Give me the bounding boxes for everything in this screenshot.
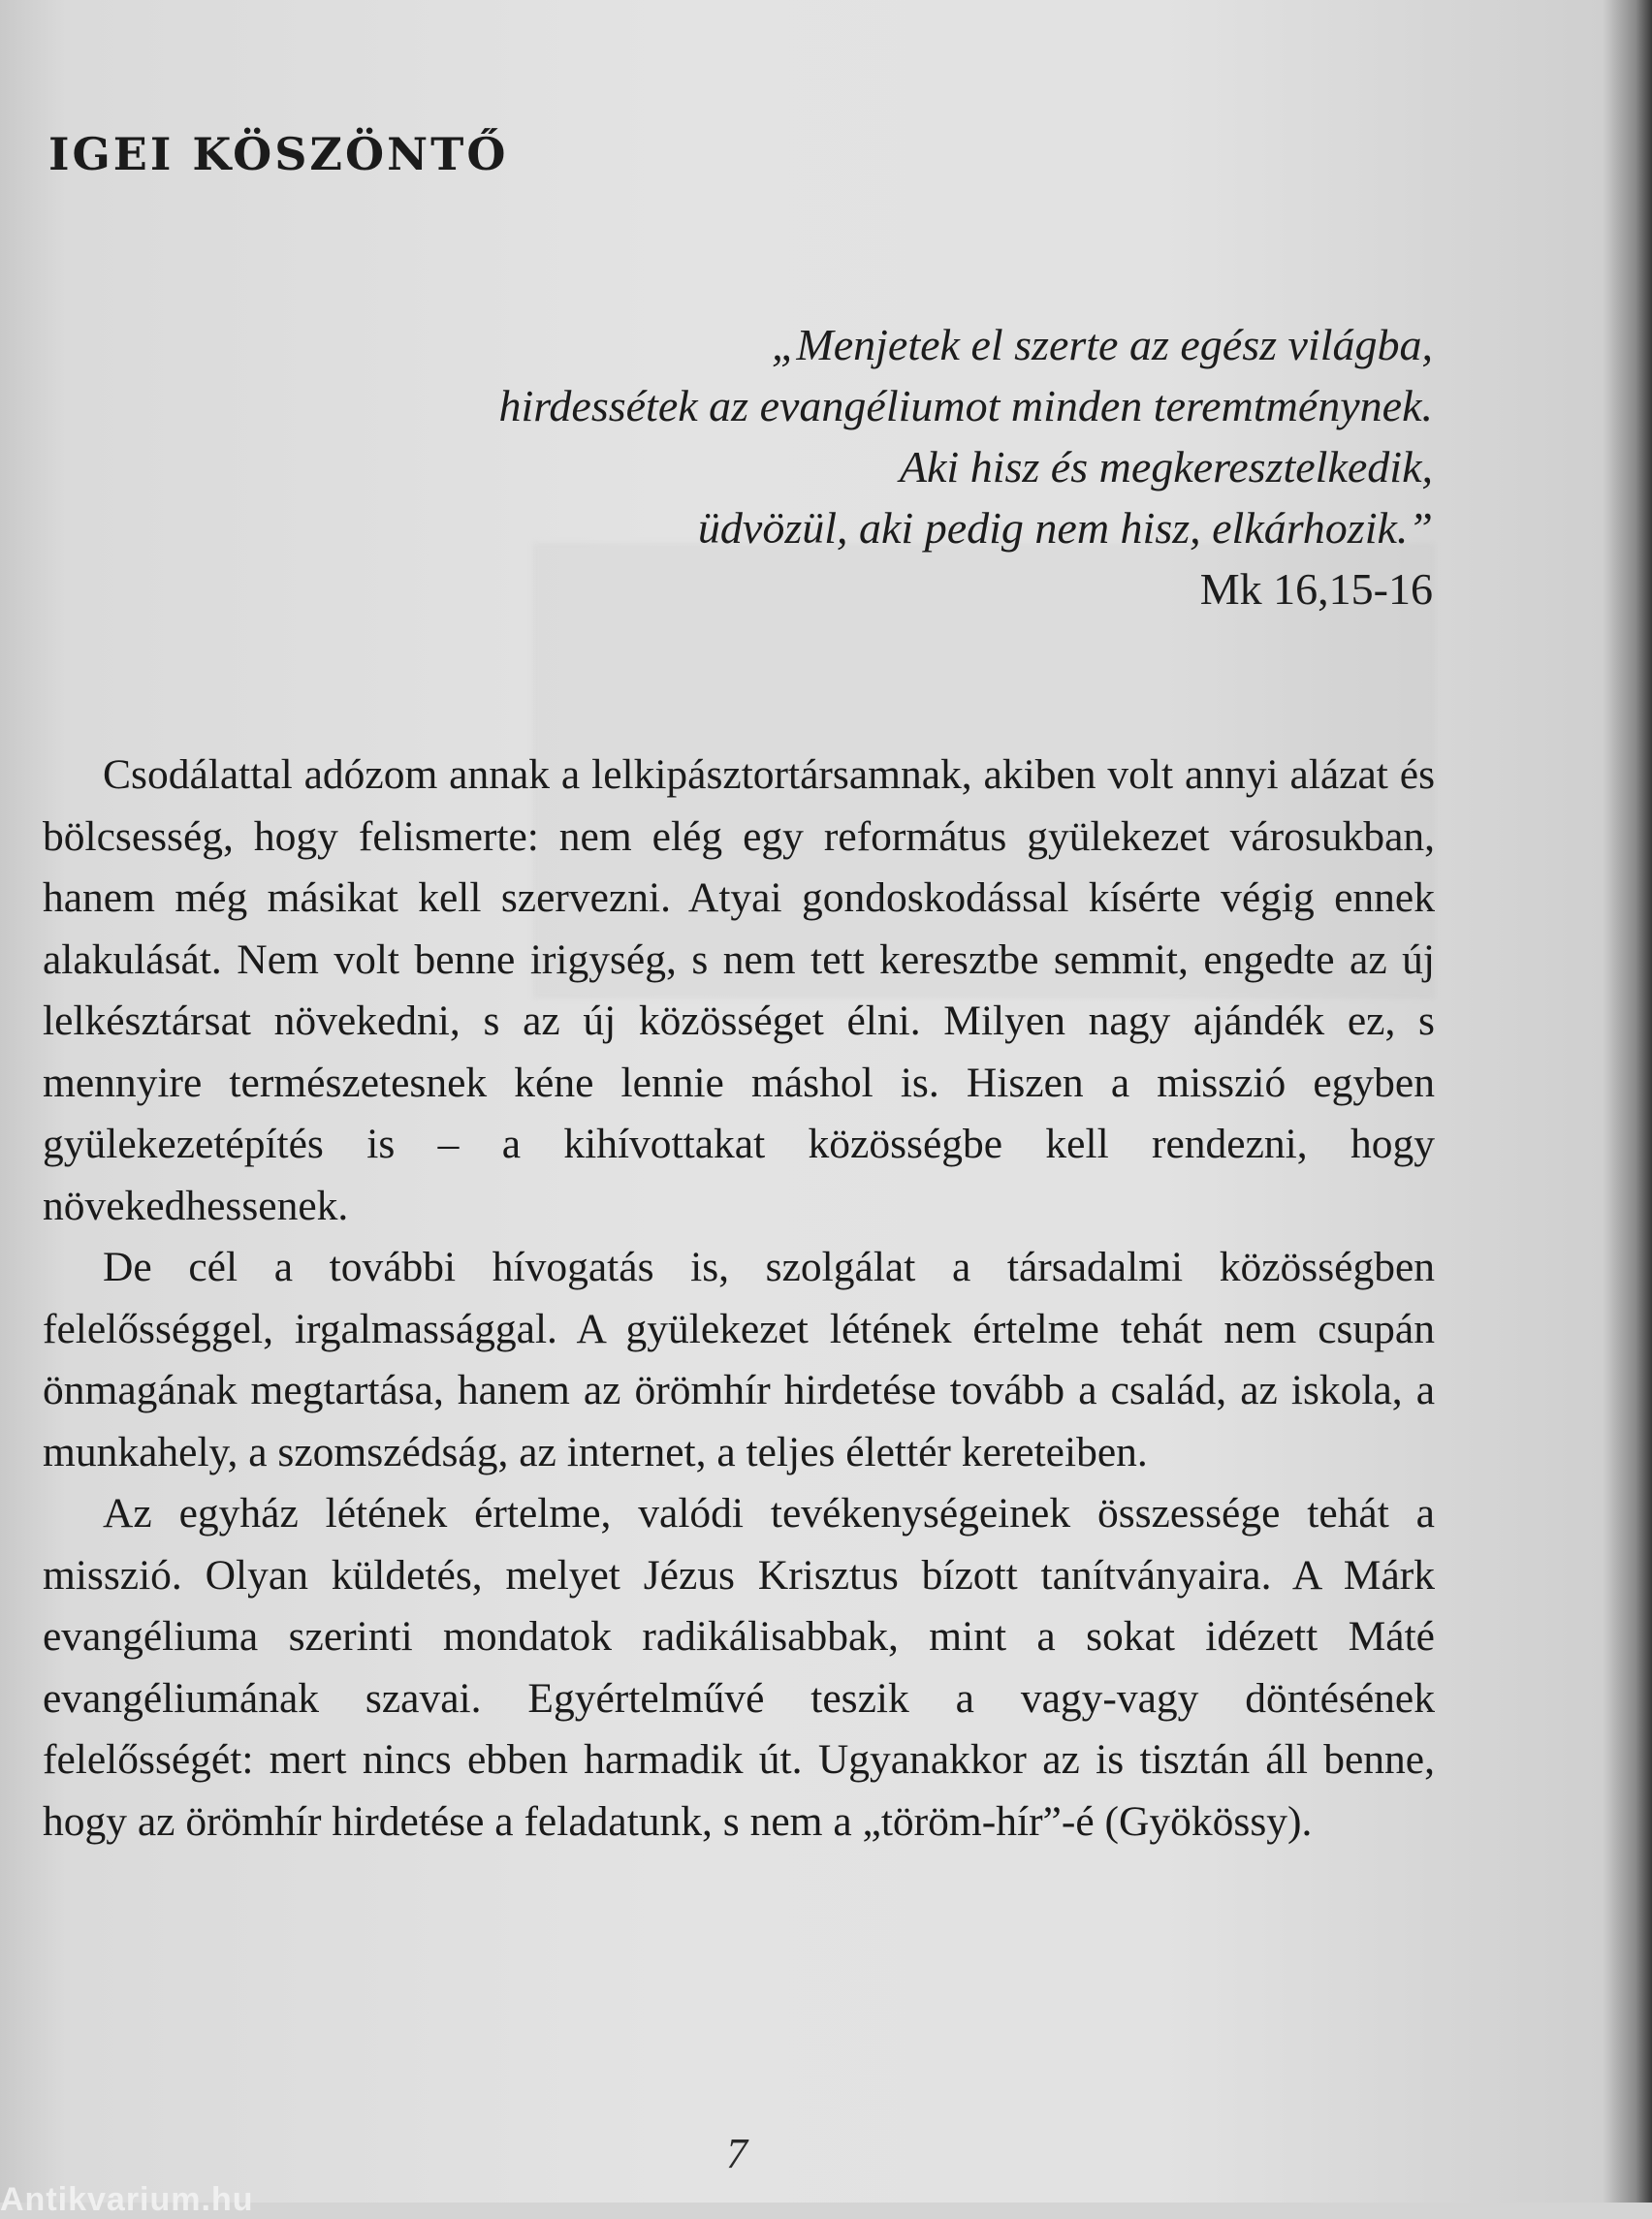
paragraph: Az egyház létének értelme, valódi tevékenységeinek összessége tehát a misszió. Olyan küldetés, melyet Jézus Krisztus bízott tanítványaira. A Márk evangéliuma szerinti mondatok radikálisabbak, mint a sokat idézett Máté evangéliumának szavai. Egyértelművé teszik a vagy-vagy döntésének felelősségét: mert nincs ebben harmadik út. Ugyanakkor az is tisztán áll benne, hogy az örömhír hirdetése a feladatunk, s nem a „töröm-hír”-é (Gyökössy).	[43, 1490, 1435, 1845]
quote-reference: Mk 16,15-16	[1199, 564, 1433, 614]
quote-line: Aki hisz és megkeresztelkedik,	[899, 442, 1433, 491]
watermark-logo: Antikvarium.hu	[0, 2181, 254, 2218]
paragraph: De cél a további hívogatás is, szolgálat a társadalmi közösségben felelősséggel, irgalmassággal. A gyülekezet létének értelme tehát nem csupán önmagának megtartása, hanem az örömhír hirdetése tovább a család, az iskola, a munkahely, a szomszédság, az internet, a teljes élettér kereteiben.	[43, 1244, 1435, 1475]
page-number: 7	[726, 2130, 747, 2177]
quote-line: „Menjetek el szerte az egész világba,	[771, 320, 1433, 369]
page-heading: IGEI KÖSZÖNTŐ	[48, 128, 509, 180]
quote-line: üdvözül, aki pedig nem hisz, elkárhozik.”	[697, 503, 1433, 553]
paragraph: Csodálattal adózom annak a lelkipásztortársamnak, akiben volt annyi alázat és bölcsesség, hogy felismerte: nem elég egy református gyülekezet városukban, hanem még másikat kell szervezni. Atyai gondoskodással kísérte végig ennek alakulását. Nem volt benne irigység, s nem tett keresztbe semmit, engedte az új lelkésztársat növekedni, s az új közösséget élni. Milyen nagy ajándék ez, s mennyire természetesnek kéne lennie máshol is. Hiszen a misszió egyben gyülekezetépítés is – a kihívottakat közösségbe kell rendezni, hogy növekedhessenek.	[43, 751, 1435, 1229]
scripture-quote	[498, 314, 1433, 619]
body-text	[43, 745, 1435, 1853]
quote-line: hirdessétek az evangéliumot minden teremtménynek.	[498, 381, 1433, 430]
